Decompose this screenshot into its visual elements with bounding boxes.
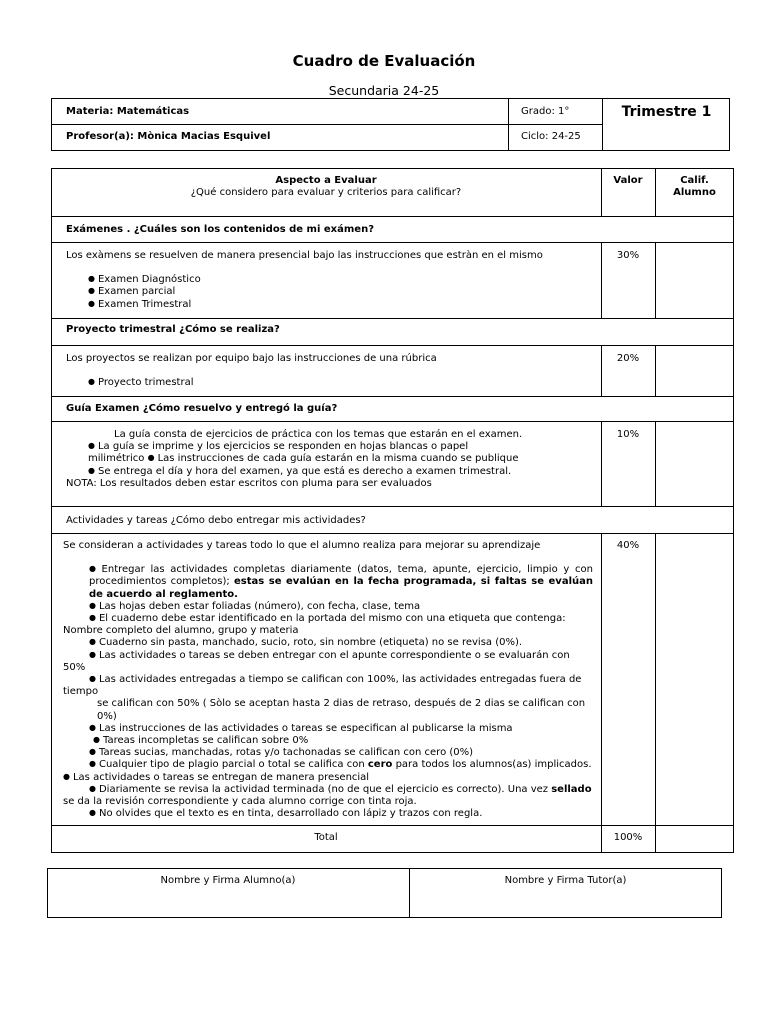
header-calif	[655, 175, 734, 199]
page-subtitle: Secundaria 24-25	[328, 83, 440, 98]
actividades-line: ● Tareas incompletas se califican sobre 0%	[63, 735, 593, 747]
section-heading-actividades: Actividades y tareas ¿Cómo debo entregar mis actividades?	[66, 515, 366, 526]
ciclo-label: Ciclo: 24-25	[521, 131, 581, 142]
header-aspect-subtitle: ¿Qué considero para evaluar y criterios para calificar?	[190, 187, 462, 199]
info-divider	[508, 98, 509, 151]
info-divider	[51, 124, 603, 125]
header-calif-line1: Calif.	[680, 175, 709, 186]
header-aspect-title: Aspecto a Evaluar	[275, 175, 377, 186]
signature-tutor: Nombre y Firma Tutor(a)	[504, 875, 627, 886]
table-hline	[51, 421, 734, 422]
section-body-guia	[66, 429, 526, 490]
valor-examenes: 30%	[616, 250, 640, 261]
page-title: Cuadro de Evaluación	[292, 52, 476, 70]
table-hline	[51, 533, 734, 534]
guia-line: La guía consta de ejercicios de práctica con los temas que estarán en el examen.	[114, 429, 523, 440]
table-vline	[655, 534, 656, 853]
table-vline	[655, 422, 656, 506]
guia-line: ● Se entrega el día y hora del examen, ya que está es derecho a examen trimestral.	[66, 466, 526, 478]
actividades-line: ● No olvides que el texto es en tinta, desarrollado con lápiz y trazos con regla.	[63, 808, 593, 820]
exam-list	[88, 274, 596, 311]
actividades-line: ● Cuaderno sin pasta, manchado, sucio, roto, sin nombre (etiqueta) no se revisa (0%).	[63, 637, 593, 649]
actividades-line: ● Diariamente se revisa la actividad terminada (no de que el ejercicio es correcto). Una vez sellado se da la revisión correspondiente y cada alumno corrige con tinta roja.	[63, 784, 593, 808]
total-value: 100%	[613, 832, 643, 843]
header-aspect	[51, 175, 601, 199]
section-intro: Se consideran a actividades y tareas todo lo que el alumno realiza para mejorar su aprendizaje	[63, 540, 541, 551]
section-heading-proyecto: Proyecto trimestral ¿Cómo se realiza?	[66, 324, 280, 335]
guia-line: ● La guía se imprime y los ejercicios se responden en hojas blancas o papel milimétrico ● Las instrucciones de cada guía estarán en la misma cuando se publique	[66, 441, 526, 465]
profesor-label: Profesor(a): Mònica Macias Esquivel	[66, 131, 271, 142]
section-body-examenes	[66, 250, 596, 311]
header-valor: Valor	[613, 175, 643, 186]
list-item: ● Examen parcial	[88, 286, 596, 298]
actividades-line: ● El cuaderno debe estar identificado en la portada del mismo con una etiqueta que contenga: Nombre completo del alumno, grupo y materia	[63, 613, 593, 637]
actividades-line: ● Las hojas deben estar foliadas (número), con fecha, clase, tema	[63, 601, 593, 613]
list-item: ● Examen Diagnóstico	[88, 274, 596, 286]
table-vline	[601, 534, 602, 853]
section-intro: Los exàmens se resuelven de manera presencial bajo las instrucciones que estràn en el mismo	[66, 250, 543, 261]
actividades-line: ● Cualquier tipo de plagio parcial o total se califica con cero para todos los alumnos(as) implicados. ● Las actividades o tareas se entregan de manera presencial	[63, 759, 593, 783]
list-item: ● Proyecto trimestral	[88, 377, 596, 389]
valor-guia: 10%	[616, 429, 640, 440]
actividades-line: ● Las actividades entregadas a tiempo se califican con 100%, las actividades entregadas fuera de tiempo	[63, 674, 593, 698]
table-hline	[51, 216, 734, 217]
section-intro: Los proyectos se realizan por equipo bajo las instrucciones de una rúbrica	[66, 353, 437, 364]
table-hline	[51, 242, 734, 243]
actividades-line: ● Las instrucciones de las actividades o tareas se especifican al publicarse la misma	[63, 723, 593, 735]
grado-label: Grado: 1°	[521, 106, 570, 117]
actividades-line: se califican con 50% ( Sòlo se aceptan hasta 2 dias de retraso, después de 2 dias se califican con 0%)	[97, 698, 586, 722]
total-label: Total	[314, 832, 338, 843]
actividades-line: ● Tareas sucias, manchadas, rotas y/o tachonadas se califican con cero (0%)	[63, 747, 593, 759]
list-item: ● Examen Trimestral	[88, 299, 596, 311]
table-hline	[51, 396, 734, 397]
actividades-line: ● Las actividades o tareas se deben entregar con el apunte correspondiente o se evaluarán con 50%	[63, 650, 593, 674]
signature-alumno: Nombre y Firma Alumno(a)	[160, 875, 296, 886]
valor-proyecto: 20%	[616, 353, 640, 364]
actividades-first-item: ● Entregar las actividades completas diariamente (datos, tema, apunte, ejercicio, limpio y con procedimientos completos); estas se evalúan en la fecha programada, si faltas se evalúan de acuerdo al reglamento.	[63, 564, 593, 601]
table-hline	[51, 506, 734, 507]
proyecto-list	[88, 377, 596, 389]
table-hline	[51, 345, 734, 346]
table-vline	[655, 243, 656, 319]
header-calif-line2: Alumno	[673, 187, 716, 199]
trimestre-label: Trimestre 1	[621, 104, 712, 120]
section-body-proyecto	[66, 353, 596, 389]
table-vline	[655, 346, 656, 397]
table-hline	[51, 318, 734, 319]
valor-actividades: 40%	[616, 540, 640, 551]
guia-note: NOTA: Los resultados deben estar escritos con pluma para ser evaluados	[66, 477, 432, 489]
section-heading-examenes: Exámenes . ¿Cuáles son los contenidos de mi exámen?	[66, 224, 374, 235]
materia-label: Materia: Matemáticas	[66, 106, 190, 117]
section-heading-guia: Guía Examen ¿Cómo resuelvo y entregó la guía?	[66, 403, 338, 414]
section-body-actividades	[63, 540, 593, 820]
table-hline	[51, 825, 734, 826]
